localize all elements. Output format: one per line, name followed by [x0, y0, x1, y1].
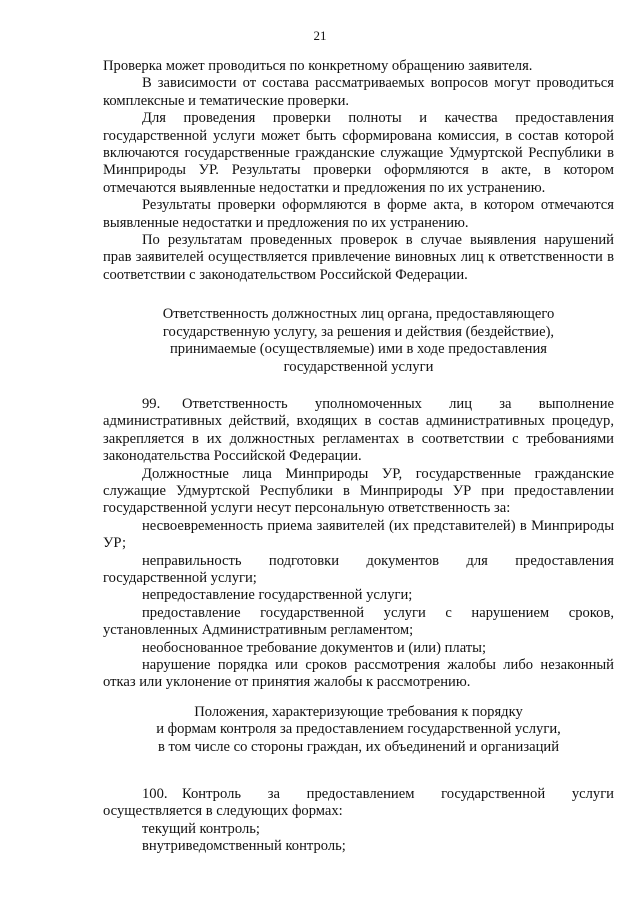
numbered-paragraph	[103, 786, 614, 821]
page-number: 21	[313, 28, 327, 43]
item-number: 99.	[142, 395, 161, 412]
item-text: Контроль за предоставлением государственной услуги осуществляется в следующих формах:	[103, 786, 614, 820]
paragraph: Должностные лица Минприроды УР, государственные гражданские служащие Удмуртской Республики в Минприроды УР при предоставлении государственной услуги несут персональную ответственность за:	[103, 465, 614, 517]
paragraph: В зависимости от состава рассматриваемых вопросов могут проводиться комплексные и тематические проверки.	[103, 75, 614, 109]
list-item: внутриведомственный контроль;	[142, 838, 346, 855]
heading-line: и формам контроля за предоставлением государственной услуги,	[156, 721, 561, 738]
paragraph: Проверка может проводиться по конкретному обращению заявителя.	[103, 58, 533, 74]
heading-line: принимаемые (осуществляемые) ими в ходе предоставления	[169, 341, 547, 358]
item-text: Ответственность уполномоченных лиц за выполнение административных действий, входящих в состав административных процедур, закрепляется в их должностных регламентах в соответствии с требованиями законодательства Российской Федерации.	[103, 395, 614, 465]
heading-line: Положения, характеризующие требования к порядку	[194, 703, 523, 720]
section-heading	[103, 704, 614, 756]
list-item: нарушение порядка или сроков рассмотрения жалобы либо незаконный отказ или уклонение от принятия жалобы к рассмотрению.	[103, 657, 614, 691]
list-item: необоснованное требование документов и (или) платы;	[142, 639, 487, 656]
list-item: предоставление государственной услуги с нарушением сроков, установленных Административным регламентом;	[103, 604, 614, 639]
heading-line: государственной услуги	[283, 358, 434, 375]
paragraph: Результаты проверки оформляются в форме акта, в котором отмечаются выявленные недостатки и предложения по их устранению.	[103, 197, 614, 231]
list-item: текущий контроль;	[142, 820, 260, 837]
paragraph: Для проведения проверки полноты и качества предоставления государственной услуги может быть сформирована комиссия, в состав которой включаются государственные гражданские служащие Удмуртской Республики в Минприроды УР. Результаты проверки оформляются в акте, в котором отмечаются выявленные недостатки и предложения по их устранению.	[103, 110, 614, 196]
heading-line: Ответственность должностных лиц органа, предоставляющего	[162, 306, 555, 323]
heading-line: в том числе со стороны граждан, их объединений и организаций	[157, 738, 560, 755]
heading-line: государственную услугу, за решения и действия (бездействие),	[162, 323, 555, 340]
list-item: непредоставление государственной услуги;	[142, 587, 413, 604]
section-heading	[103, 306, 614, 376]
list-item: несвоевременность приема заявителей (их представителей) в Минприроды УР;	[103, 517, 614, 552]
list-item: неправильность подготовки документов для предоставления государственной услуги;	[103, 552, 614, 586]
paragraph: По результатам проведенных проверок в случае выявления нарушений прав заявителей осуществляется привлечение виновных лиц к ответственности в соответствии с законодательством Российской Федерации.	[103, 232, 614, 283]
item-number: 100.	[142, 786, 168, 803]
numbered-paragraph	[103, 396, 614, 466]
document-body	[103, 58, 614, 856]
